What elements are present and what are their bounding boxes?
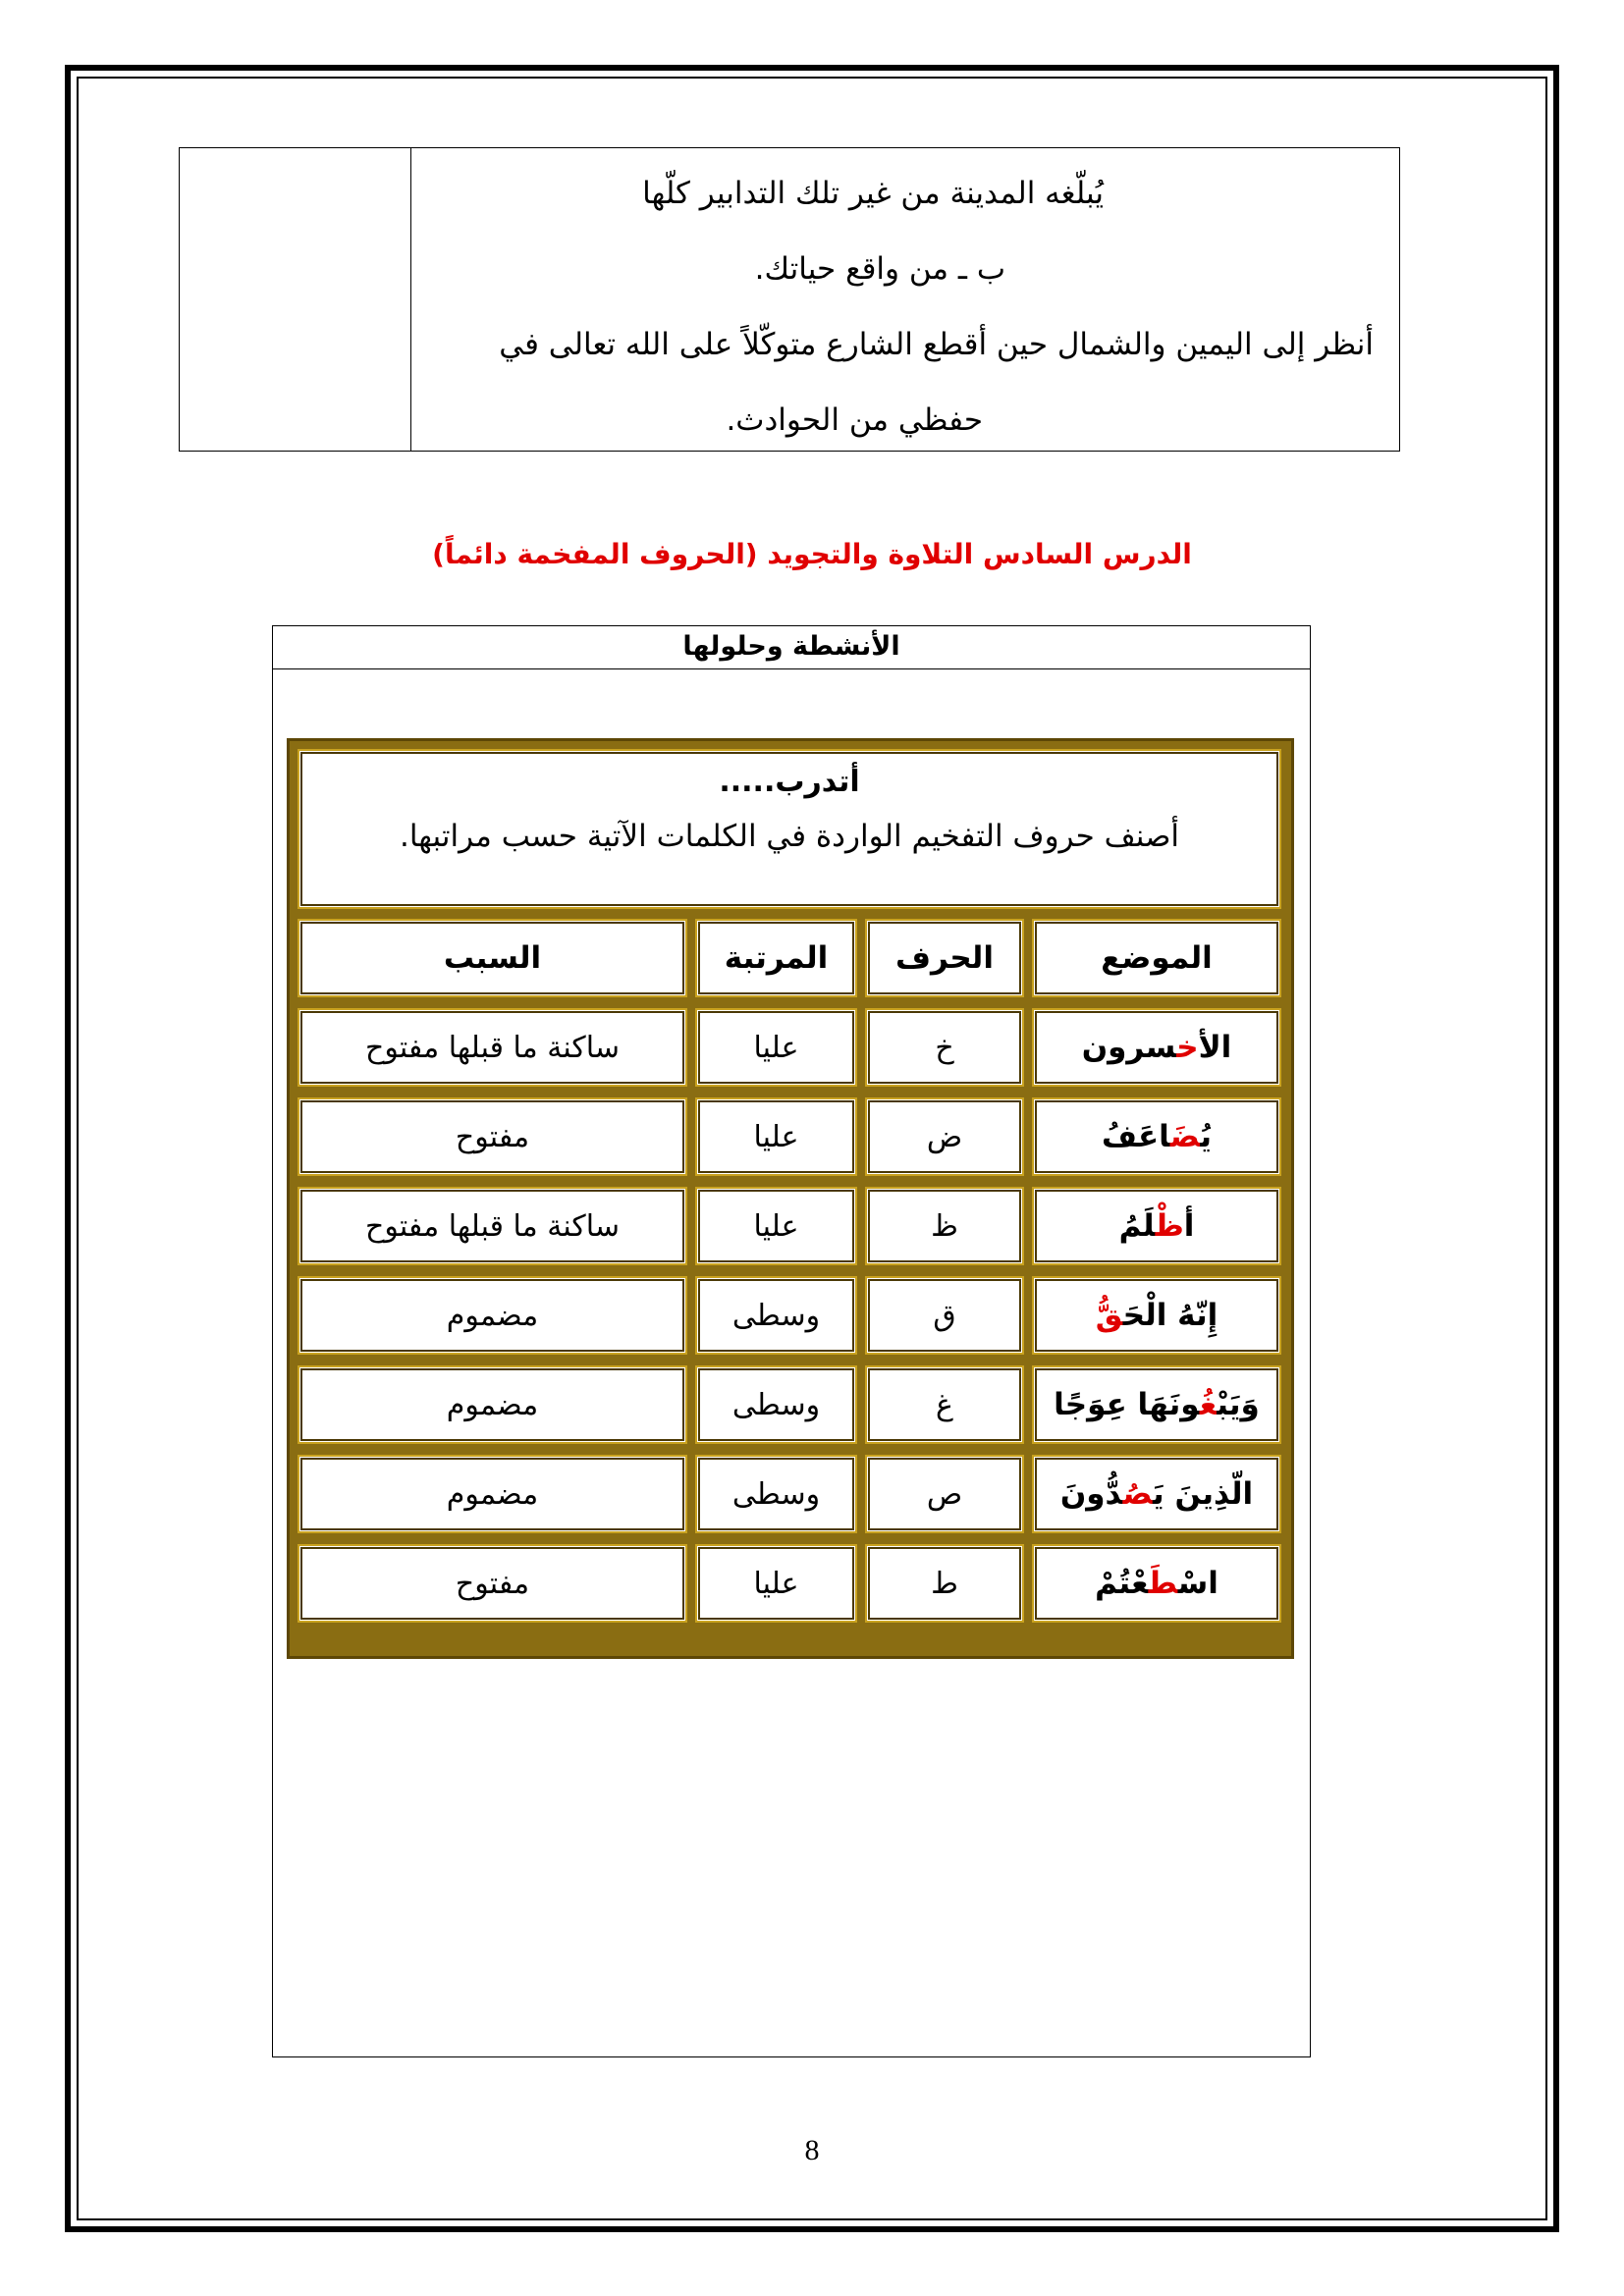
word-part: إِنّهُ الْحَ xyxy=(1122,1298,1218,1333)
table-cell-word xyxy=(1032,1097,1281,1176)
word-part: دُّونَ xyxy=(1059,1476,1123,1512)
word-part: عْتُمْ xyxy=(1095,1566,1149,1601)
table-cell-reason xyxy=(298,1544,687,1623)
word-part: ونَهَا عِوَجًا xyxy=(1054,1387,1200,1422)
table-cell-rank xyxy=(695,1097,857,1176)
table-cell-reason xyxy=(298,1187,687,1265)
emphatic-letter: غُ xyxy=(1199,1387,1218,1422)
answer-line: حفظي من الحوادث. xyxy=(726,402,983,438)
column-header xyxy=(298,919,687,997)
word-part: لَمُ xyxy=(1118,1208,1156,1244)
word-part: اسْ xyxy=(1177,1566,1218,1601)
table-cell-rank xyxy=(695,1187,857,1265)
exercise-intro xyxy=(298,749,1281,909)
table-cell-reason xyxy=(298,1008,687,1087)
cell-rank: عليا xyxy=(753,1208,799,1244)
cell-letter: خ xyxy=(935,1030,954,1065)
word-text xyxy=(1119,1208,1195,1244)
cell-rank: عليا xyxy=(753,1566,799,1601)
cell-letter: ط xyxy=(931,1566,958,1601)
exercise-title: أتدرب..... xyxy=(719,765,860,799)
answer-line: يُبلّغه المدينة من غير تلك التدابير كلّها xyxy=(642,176,1104,211)
emphatic-letter: طَ xyxy=(1148,1566,1178,1601)
table-cell-reason xyxy=(298,1455,687,1533)
cell-reason: مفتوح xyxy=(455,1119,530,1154)
column-header-label: الموضع xyxy=(1101,940,1213,976)
table-cell-word xyxy=(1032,1365,1281,1444)
word-text xyxy=(1096,1298,1218,1333)
word-part: وَيَبْ xyxy=(1217,1387,1260,1422)
answer-line: ب ـ من واقع حياتك. xyxy=(754,251,1005,287)
table-cell-letter xyxy=(865,1455,1024,1533)
cell-rank: عليا xyxy=(753,1030,799,1065)
table-cell-letter xyxy=(865,1365,1024,1444)
table-cell-word xyxy=(1032,1276,1281,1355)
table-cell-word xyxy=(1032,1455,1281,1533)
emphatic-letter: ضَ xyxy=(1169,1119,1201,1154)
cell-letter: ق xyxy=(933,1298,956,1333)
cell-reason: مضموم xyxy=(446,1298,539,1333)
table-cell-reason xyxy=(298,1276,687,1355)
word-text xyxy=(1095,1566,1218,1601)
exercise-prompt: أصنف حروف التفخيم الواردة في الكلمات الآتية حسب مراتبها. xyxy=(399,819,1180,854)
word-part: سرون xyxy=(1081,1030,1177,1065)
cell-rank: عليا xyxy=(753,1119,799,1154)
table-cell-word xyxy=(1032,1008,1281,1087)
emphatic-letter: ظْ xyxy=(1155,1208,1184,1244)
cell-letter: ص xyxy=(926,1476,963,1512)
top-side-cell xyxy=(180,148,411,451)
top-answer-cell xyxy=(411,148,1399,451)
word-text xyxy=(1060,1476,1253,1512)
activities-header: الأنشطة وحلولها xyxy=(273,626,1310,669)
word-text xyxy=(1082,1030,1232,1065)
cell-letter: غ xyxy=(936,1387,953,1422)
column-header xyxy=(865,919,1024,997)
table-cell-rank xyxy=(695,1544,857,1623)
table-cell-rank xyxy=(695,1008,857,1087)
emphatic-letter: قُّ xyxy=(1095,1298,1123,1333)
table-cell-letter xyxy=(865,1187,1024,1265)
table-cell-reason xyxy=(298,1097,687,1176)
column-header xyxy=(695,919,857,997)
word-part: الّذِينَ يَ xyxy=(1153,1476,1254,1512)
cell-rank: وسطى xyxy=(731,1387,821,1422)
page-number: 8 xyxy=(804,2134,820,2166)
exercise-table xyxy=(287,738,1294,1659)
table-cell-reason xyxy=(298,1365,687,1444)
column-header xyxy=(1032,919,1281,997)
cell-reason: ساكنة ما قبلها مفتوح xyxy=(365,1208,620,1244)
word-part: اعَفُ xyxy=(1102,1119,1170,1154)
table-cell-rank xyxy=(695,1276,857,1355)
column-header-label: المرتبة xyxy=(724,940,829,976)
table-cell-letter xyxy=(865,1008,1024,1087)
column-header-label: السبب xyxy=(443,940,542,976)
lesson-title: الدرس السادس التلاوة والتجويد (الحروف المفخمة دائماً) xyxy=(432,538,1192,570)
table-cell-word xyxy=(1032,1187,1281,1265)
cell-reason: مضموم xyxy=(446,1387,539,1422)
column-header-label: الحرف xyxy=(895,940,994,976)
cell-reason: ساكنة ما قبلها مفتوح xyxy=(365,1030,620,1065)
table-cell-letter xyxy=(865,1097,1024,1176)
emphatic-letter: خ xyxy=(1176,1030,1199,1065)
cell-rank: وسطى xyxy=(731,1298,821,1333)
table-cell-letter xyxy=(865,1544,1024,1623)
cell-reason: مضموم xyxy=(446,1476,539,1512)
table-cell-rank xyxy=(695,1365,857,1444)
word-part: أ xyxy=(1183,1208,1195,1244)
top-answer-table xyxy=(179,147,1400,452)
word-text xyxy=(1102,1119,1212,1154)
word-part: يُ xyxy=(1200,1119,1212,1154)
word-part: الأ xyxy=(1198,1030,1232,1065)
cell-reason: مفتوح xyxy=(455,1566,530,1601)
table-cell-letter xyxy=(865,1276,1024,1355)
cell-rank: وسطى xyxy=(731,1476,821,1512)
table-cell-rank xyxy=(695,1455,857,1533)
word-text xyxy=(1054,1387,1260,1422)
emphatic-letter: صُ xyxy=(1122,1476,1154,1512)
answer-line: أنظر إلى اليمين والشمال حين أقطع الشارع متوكّلاً على الله تعالى في xyxy=(499,327,1374,362)
cell-letter: ض xyxy=(926,1119,963,1154)
table-cell-word xyxy=(1032,1544,1281,1623)
cell-letter: ظ xyxy=(931,1208,958,1244)
